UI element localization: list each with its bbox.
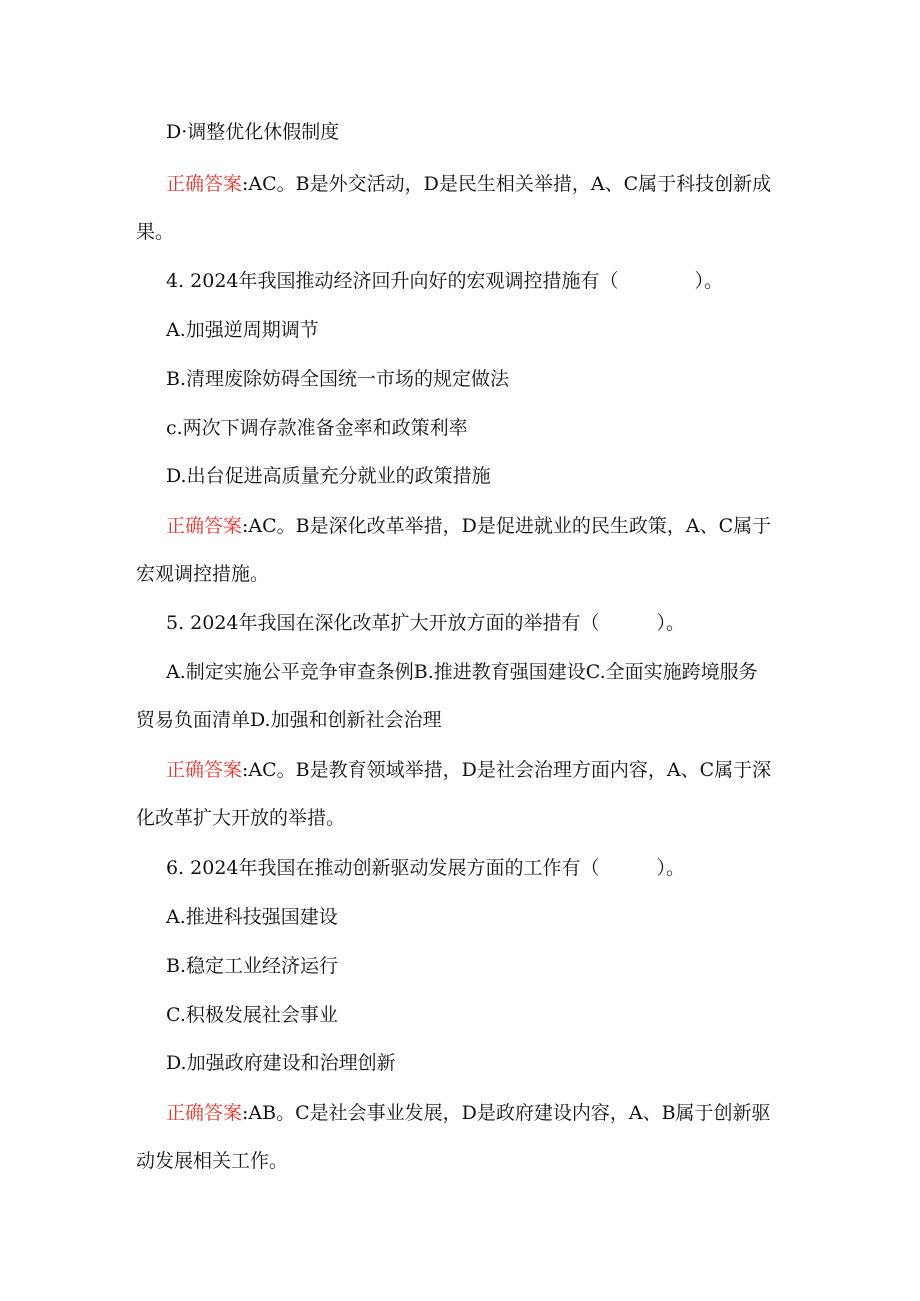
answer-text: :AB。C是社会事业发展，D是政府建设内容，A、B属于创新驱 bbox=[242, 1102, 771, 1124]
answer-text: :AC。B是深化改革举措，D是促进就业的民生政策，A、C属于 bbox=[242, 515, 772, 537]
q4-answer-cont: 宏观调控措施。 bbox=[136, 563, 270, 585]
q4-option-c: c.两次下调存款准备金率和政策利率 bbox=[166, 417, 468, 439]
answer-label: 正确答案 bbox=[166, 173, 243, 195]
q3-answer bbox=[166, 171, 771, 197]
q5-answer-cont: 化改革扩大开放的举措。 bbox=[136, 807, 346, 829]
q5-question: 5. 2024年我国在深化改革扩大开放方面的举措有（ ）。 bbox=[166, 612, 686, 634]
q3-option-d: D·调整优化休假制度 bbox=[166, 121, 340, 143]
answer-label: 正确答案 bbox=[166, 1102, 243, 1124]
q6-option-c: C.积极发展社会事业 bbox=[166, 1004, 338, 1026]
q3-answer-cont: 果。 bbox=[136, 221, 175, 243]
q5-options-cont: 贸易负面清单D.加强和创新社会治理 bbox=[136, 709, 442, 731]
answer-label: 正确答案 bbox=[166, 759, 243, 781]
q5-options: A.制定实施公平竞争审查条例B.推进教育强国建设C.全面实施跨境服务 bbox=[166, 661, 758, 683]
q6-option-d: D.加强政府建设和治理创新 bbox=[166, 1052, 396, 1074]
q6-answer-cont: 动发展相关工作。 bbox=[136, 1150, 289, 1172]
q4-option-a: A.加强逆周期调节 bbox=[166, 319, 319, 341]
q4-question: 4. 2024年我国推动经济回升向好的宏观调控措施有（ ）。 bbox=[166, 270, 724, 292]
q4-answer bbox=[166, 513, 771, 539]
q6-answer bbox=[166, 1100, 771, 1126]
q6-question: 6. 2024年我国在推动创新驱动发展方面的工作有（ ）。 bbox=[166, 857, 686, 879]
answer-label: 正确答案 bbox=[166, 515, 243, 537]
answer-text: :AC。B是外交活动，D是民生相关举措，A、C属于科技创新成 bbox=[242, 173, 772, 195]
answer-text: :AC。B是教育领域举措，D是社会治理方面内容，A、C属于深 bbox=[242, 759, 772, 781]
q4-option-d: D.出台促进高质量充分就业的政策措施 bbox=[166, 465, 491, 487]
q6-option-b: B.稳定工业经济运行 bbox=[166, 955, 339, 977]
q5-answer bbox=[166, 757, 771, 783]
q4-option-b: B.清理废除妨碍全国统一市场的规定做法 bbox=[166, 368, 510, 390]
q6-option-a: A.推进科技强国建设 bbox=[166, 906, 338, 928]
